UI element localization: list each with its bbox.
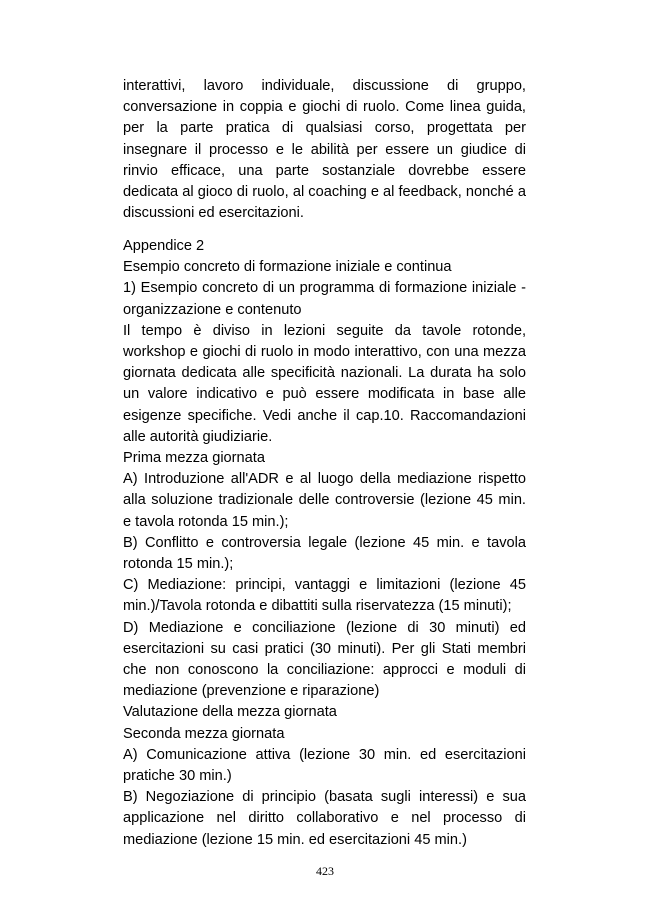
program-description: Il tempo è diviso in lezioni seguite da tavole rotonde, workshop e giochi di ruolo in modo interattivo, con una mezza giornata dedicata alle specificità nazionali. La durata ha solo un valore indicativo e può essere modificata in base alle esigenze specifiche. Vedi anche il cap.10. Raccomandazioni alle autorità giudiziarie. <box>123 322 526 445</box>
second-half-day-title: Seconda mezza giornata <box>123 725 285 742</box>
appendix-subtitle: Esempio concreto di formazione iniziale e continua <box>123 259 452 276</box>
first-half-day-item-d: D) Mediazione e conciliazione (lezione di 30 minuti) ed esercitazioni su casi pratici (30 minuti). Per gli Stati membri che non conoscono la conciliazione: approcci e moduli di mediazione (prevenzione e riparazione) <box>123 619 526 700</box>
first-half-day-item-a: A) Introduzione all'ADR e al luogo della mediazione rispetto alla soluzione tradizionale delle controversie (lezione 45 min. e tavola rotonda 15 min.); <box>123 471 526 530</box>
appendix-text-block <box>123 236 526 851</box>
program-section-title: 1) Esempio concreto di un programma di formazione iniziale - organizzazione e contenuto <box>123 280 526 318</box>
intro-paragraph: interattivi, lavoro individuale, discussione di gruppo, conversazione in coppia e giochi di ruolo. Come linea guida, per la parte pratica di qualsiasi corso, progettata per insegnare il processo e le abilità per essere un giudice di rinvio efficace, una parte sostanziale dovrebbe essere dedicata al gioco di ruolo, al coaching e al feedback, nonché a discussioni ed esercitazioni. <box>123 78 526 222</box>
first-half-day-title: Prima mezza giornata <box>123 450 265 467</box>
page-number: 423 <box>316 864 334 878</box>
first-half-day-evaluation: Valutazione della mezza giornata <box>123 704 337 721</box>
appendix-heading: Appendice 2 <box>123 238 205 254</box>
second-half-day-item-a: A) Comunicazione attiva (lezione 30 min. ed esercitazioni pratiche 30 min.) <box>123 746 526 785</box>
first-half-day-item-c: C) Mediazione: principi, vantaggi e limitazioni (lezione 45 min.)/Tavola rotonda e dibattiti sulla riservatezza (15 minuti); <box>123 577 526 615</box>
first-half-day-item-b: B) Conflitto e controversia legale (lezione 45 min. e tavola rotonda 15 min.); <box>123 534 526 573</box>
intro-text-block <box>123 76 526 224</box>
second-half-day-item-b: B) Negoziazione di principio (basata sugli interessi) e sua applicazione nel diritto collaborativo e nel processo di mediazione (lezione 15 min. ed esercitazioni 45 min.) <box>123 789 526 848</box>
